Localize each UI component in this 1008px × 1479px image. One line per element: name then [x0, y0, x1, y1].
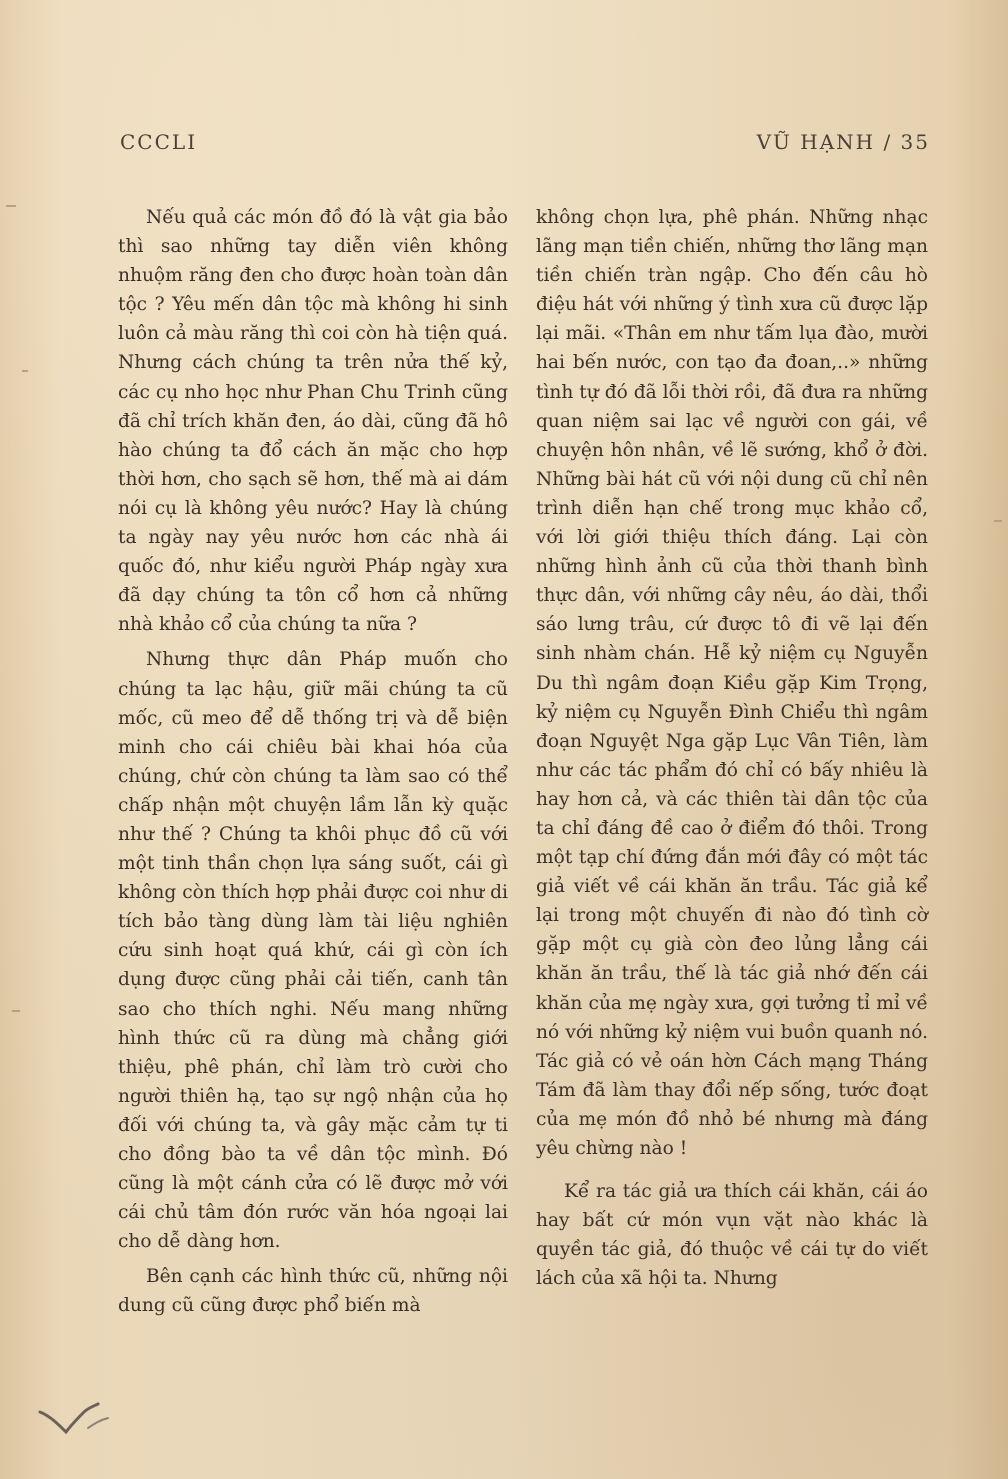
paragraph: Nếu quả các món đồ đó là vật gia bảo thì sao những tay diễn viên không nhuộm răng đen cho được hoàn toàn dân tộc ? Yêu mến dân tộc mà không hi sinh luôn cả màu răng thì coi còn hà tiện quá. Nhưng cách chúng ta trên nửa thế kỷ, các cụ nho học như Phan Chu Trinh cũng đã chỉ trích khăn đen, áo dài, cũng đã hô hào chúng ta đổ cách ăn mặc cho hợp thời hơn, cho sạch sẽ hơn, thế mà ai dám nói cụ là không yêu nước? Hay là chúng ta ngày nay yêu nước hơn các nhà ái quốc đó, như kiểu người Pháp ngày xưa đã dạy chúng ta tôn cổ hơn cả những nhà khảo cổ của chúng ta nữa ? — [118, 207, 508, 636]
paragraph: Kể ra tác giả ưa thích cái khăn, cái áo hay bất cứ món vụn vặt nào khác là quyền tác giả, đó thuộc về cái tự do viết lách của xã hội ta. Nhưng — [536, 1181, 928, 1290]
margin-speck — [994, 520, 1002, 522]
paragraph: Nhưng thực dân Pháp muốn cho chúng ta lạc hậu, giữ mãi chúng ta cũ mốc, cũ meo để dễ thống trị và dễ biện minh cho cái chiêu bài khai hóa của chúng, chứ còn chúng ta làm sao có thể chấp nhận một chuyện lầm lẫn kỳ quặc như thế ? Chúng ta khôi phục đồ cũ với một tinh thần chọn lựa sáng suốt, cái gì không còn thích hợp phải được coi như di tích bảo tàng dùng làm tài liệu nghiên cứu sinh hoạt quá khứ, cái gì còn ích dụng được cũng phải cải tiến, canh tân sao cho thích nghi. Nếu mang những hình thức cũ ra dùng mà chẳng giới thiệu, phê phán, chỉ làm trò cười cho người thiên hạ, tạo sự ngộ nhận của họ đối với chúng ta, và gây mặc cảm tự ti cho đồng bào ta về dân tộc mình. Đó cũng là một cánh cửa có lẽ được mở với cái chủ tâm đón rước văn hóa ngoại lai cho dễ dàng hơn. — [118, 649, 508, 1253]
margin-speck — [22, 370, 28, 372]
page-header — [120, 130, 930, 160]
paragraph: không chọn lựa, phê phán. Những nhạc lãng mạn tiền chiến, những thơ lãng mạn tiền chiến tràn ngập. Cho đến câu hò điệu hát với những ý tình xưa cũ được lặp lại mãi. «Thân em như tấm lụa đào, mười hai bến nước, con tạo đa đoan,..» những tình tự đó đã lỗi thời rồi, đã đưa ra những quan niệm sai lạc về người con gái, về chuyện hôn nhân, về lẽ sướng, khổ ở đời. Những bài hát cũ với nội dung cũ chỉ nên trình diễn hạn chế trong mục khảo cổ, với lời giới thiệu thích đáng. Lại còn những hình ảnh cũ của thời thanh bình thực dân, với những cây nêu, áo dài, thổi sáo lưng trâu, cứ được tô đi vẽ lại đến sinh nhàm chán. Hễ kỷ niệm cụ Nguyễn Du thì ngâm đoạn Kiều gặp Kim Trọng, kỷ niệm cụ Nguyễn Đình Chiểu thì ngâm đoạn Nguyệt Nga gặp Lục Vân Tiên, làm như các tác phẩm đó chỉ có bấy nhiêu là hay hơn cả, và các thiên tài dân tộc của ta chỉ đáng đề cao ở điểm đó thôi. Trong một tạp chí đứng đắn mới đây có một tác giả viết về cái khăn ăn trầu. Tác giả kể lại trong một chuyến đi nào đó tình cờ gặp một cụ già còn đeo lủng lẳng cái khăn ăn trầu, thế là tác giả nhớ đến cái khăn của mẹ ngày xưa, gợi tưởng tỉ mỉ về nó với những kỷ niệm vui buồn quanh nó. Tác giả có vẻ oán hờn Cách mạng Tháng Tám đã làm thay đổi nếp sống, tước đoạt của mẹ món đồ nhỏ bé nhưng mà đáng yêu chừng nào ! — [536, 207, 928, 1159]
pencil-mark-icon — [36, 1398, 126, 1438]
margin-speck — [6, 205, 16, 207]
margin-speck — [12, 1010, 20, 1012]
header-chapter-number: CCCLI — [120, 130, 198, 154]
text-column-left — [118, 203, 508, 1321]
text-column-right — [536, 203, 928, 1293]
paragraph: Bên cạnh các hình thức cũ, những nội dung cũ cũng được phổ biến mà — [118, 1266, 508, 1317]
header-author-page: VŨ HẠNH / 35 — [756, 130, 930, 154]
